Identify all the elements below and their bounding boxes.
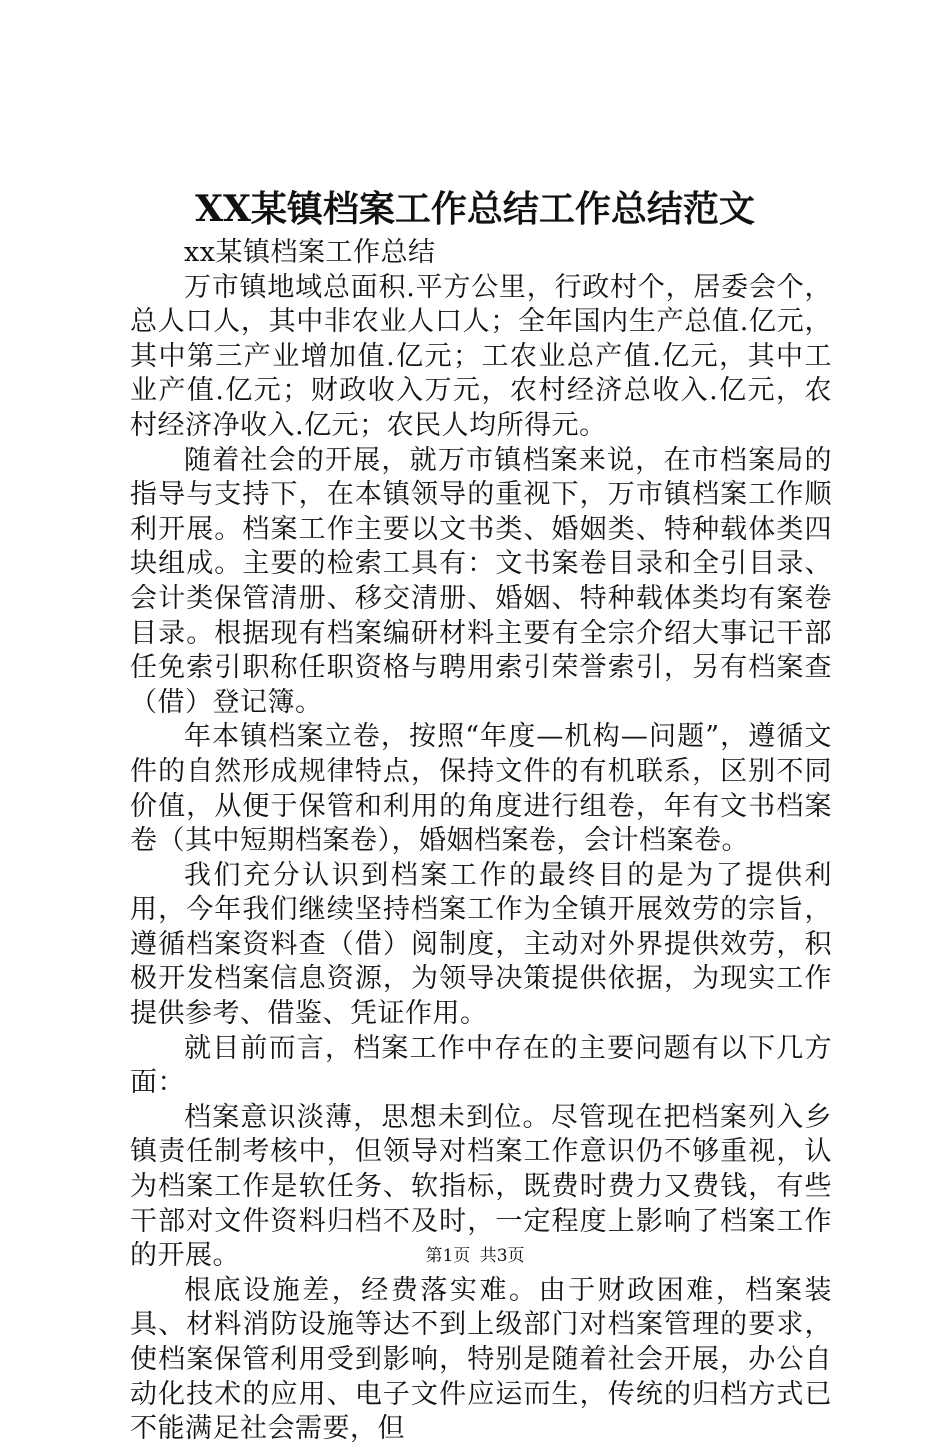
- page-total: 共3页: [479, 1246, 525, 1266]
- paragraph-development: 随着社会的开展，就万市镇档案来说，在市档案局的指导与支持下，在本镇领导的重视下，万市镇档案工作顺利开展。档案工作主要以文书类、婚姻类、特种载体类四块组成。主要的检索工具有：文书案卷目录和全引目录、会计类保管清册、移交清册、婚姻、特种载体类均有案卷目录。根据现有档案编研材料主要有全宗介绍大事记干部任免索引职称任职资格与聘用索引荣誉索引，另有档案查（借）登记簿。: [130, 444, 832, 718]
- page-footer: [0, 1244, 950, 1268]
- paragraph-overview: 万市镇地域总面积.平方公里，行政村个，居委会个，总人口人，其中非农业人口人；全年国内生产总值.亿元，其中第三产业增加值.亿元；工农业总产值.亿元，其中工业产值.亿元；财政收入万元，农村经济总收入.亿元，农村经济净收入.亿元；农民人均所得元。: [130, 271, 832, 441]
- paragraph-utilization: 我们充分认识到档案工作的最终目的是为了提供利用，今年我们继续坚持档案工作为全镇开展效劳的宗旨，遵循档案资料查（借）阅制度，主动对外界提供效劳，积极开发档案信息资源，为领导决策提供依据，为现实工作提供参考、借鉴、凭证作用。: [130, 859, 832, 1030]
- paragraph-problem-awareness: 档案意识淡薄，思想未到位。尽管现在把档案列入乡镇责任制考核中，但领导对档案工作意识仍不够重视，认为档案工作是软任务、软指标，既费时费力又费钱，有些干部对文件资料归档不及时，一定程度上影响了档案工作的开展。: [130, 1101, 832, 1272]
- document-title: XX某镇档案工作总结工作总结范文: [195, 188, 755, 230]
- paragraph-problem-facilities: 根底设施差，经费落实难。由于财政困难，档案装具、材料消防设施等达不到上级部门对档案管理的要求，使档案保管利用受到影响，特别是随着社会开展，办公自动化技术的应用、电子文件应运而生，传统的归档方式已不能满足社会需要，但: [130, 1274, 832, 1445]
- paragraph-filing: 年本镇档案立卷，按照“年度—机构—问题”，遵循文件的自然形成规律特点，保持文件的有机联系，区别不同价值，从便于保管和利用的角度进行组卷，年有文书档案卷（其中短期档案卷），婚姻档案卷，会计档案卷。: [130, 721, 832, 857]
- paragraph-subtitle: xx某镇档案工作总结: [184, 237, 436, 268]
- paragraph-problems-intro: 就目前而言，档案工作中存在的主要问题有以下几方面：: [130, 1032, 832, 1099]
- page-number: 第1页: [425, 1246, 471, 1266]
